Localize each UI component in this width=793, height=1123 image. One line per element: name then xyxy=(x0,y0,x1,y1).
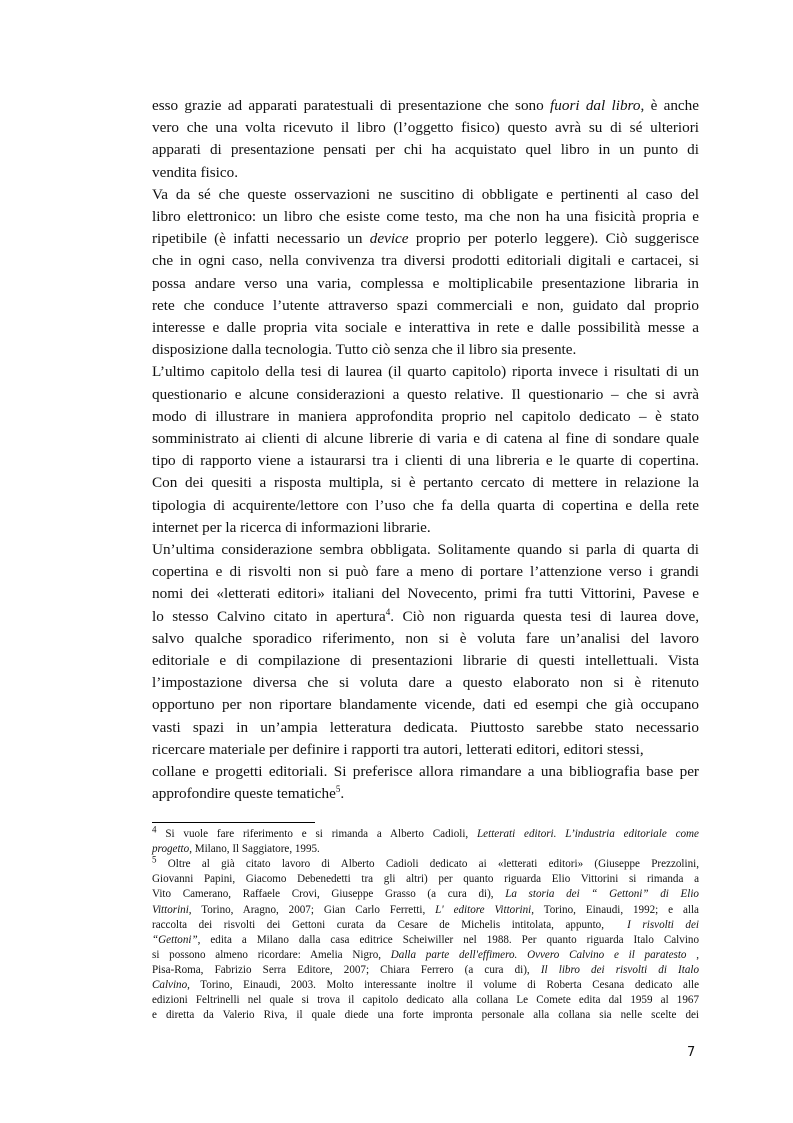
footnote-line: Giovanni Papini, Giacomo Debenedetti tra gli altri) per quanto riguarda Elio Vittorini si rimanda a xyxy=(152,873,699,886)
body-line: somministrato ai clienti di alcune librerie di varia e di catena al fine di sondare quale xyxy=(152,430,699,447)
body-line: possa andare verso una varia, complessa e moltiplicabile presentazione libraria in xyxy=(152,274,699,292)
footnote-line: progetto, Milano, Il Saggiatore, 1995. xyxy=(152,843,320,856)
body-line: nomi dei «letterati editori» italiani del Novecento, primi fra tutti Vittorini, Pavese e xyxy=(152,585,699,603)
body-line: Un’ultima considerazione sembra obbligata. Solitamente quando si parla di quarta di xyxy=(152,541,699,558)
body-line: Con dei quesiti a risposta multipla, si è pertanto cercato di mettere in relazione la xyxy=(152,474,699,492)
footnote-line: Calvino, Torino, Einaudi, 2003. Molto interessante inoltre il volume di Roberta Cesana dedicato alle xyxy=(152,979,699,991)
footnote-separator xyxy=(152,822,315,823)
body-line: opportuno per non riportare blandamente vicende, dati ed esempi che già occupano xyxy=(152,696,699,714)
body-line: esso grazie ad apparati paratestuali di presentazione che sono fuori dal libro, è anche xyxy=(152,97,699,114)
footnote-line: $^5$ Oltre al già citato lavoro di Alberto Cadioli dedicato ai «letterati editori» (Giuseppe Prezzolini, xyxy=(152,854,699,871)
footnote-line: edizioni Feltrinelli nel quale si trova il capitolo dedicato alla collana Le Comete edita dal 1959 al 1967 xyxy=(152,994,699,1007)
body-line: vero che una volta ricevuto il libro (l’oggetto fisico) questo avrà su di sé ulteriori xyxy=(152,119,699,137)
body-line: salvo qualche sporadico riferimento, non si è voluta fare un’analisi del lavoro xyxy=(152,629,699,647)
body-line: ripetibile (è infatti necessario un device proprio per poterlo leggere). Ciò suggerisce xyxy=(152,230,699,248)
footnote-line: “Gettoni”, edita a Milano dalla casa editrice Scheiwiller nel 1988. Per quanto riguarda Italo Calvino xyxy=(152,933,699,946)
body-line: copertina e di risvolti non si può fare a meno di portare l’attenzione verso i grandi xyxy=(152,563,699,581)
footnote-line: e diretta da Valerio Riva, il quale diede una forte impronta personale alla collana sia nelle scelte dei xyxy=(152,1009,699,1022)
body-line: apparati di presentazione pensati per chi ha acquistato quel libro in un punto di xyxy=(152,141,699,159)
body-line: modo di illustrare in maniera approfondita proprio nel capitolo dedicato – è stato xyxy=(152,407,699,425)
body-line: collane e progetti editoriali. Si preferisce allora rimandare a una bibliografia base per xyxy=(152,763,699,780)
footnote-line: Pisa-Roma, Fabrizio Serra Editore, 2007; Chiara Ferrero (a cura di), Il libro dei risvolti di Italo xyxy=(152,963,699,976)
body-line: questionario e alcune considerazioni a questo relative. Il questionario – che si avrà xyxy=(152,385,699,403)
footnote-line: $^4$ Si vuole fare riferimento e si rimanda a Alberto Cadioli, Letterati editori. L’industria editoriale come xyxy=(152,824,699,840)
body-line: disposizione dalla tecnologia. Tutto ciò senza che il libro sia presente. xyxy=(152,341,577,359)
footnote-line: Vittorini, Torino, Aragno, 2007; Gian Carlo Ferretti, L' editore Vittorini, Torino, Einaudi, 1992; e alla xyxy=(152,903,699,916)
body-line: internet per la ricerca di informazioni librarie. xyxy=(152,518,431,536)
body-line: libro elettronico: un libro che esiste come testo, ma che non ha una fisicità propria e xyxy=(152,208,699,225)
body-line: ricercare materiale per definire i rapporti tra autori, letterati editori, editori stessi, xyxy=(152,740,644,758)
body-line: L’ultimo capitolo della tesi di laurea (il quarto capitolo) riporta invece i risultati di un xyxy=(152,363,699,381)
body-line: lo stesso Calvino citato in apertura$^4$. Ciò non riguarda questa tesi di laurea dove, xyxy=(152,606,699,625)
body-line: Va da sé che queste osservazioni ne suscitino di obbligate e pertinenti al caso del xyxy=(152,185,699,203)
body-line: vendita fisico. xyxy=(152,163,239,181)
body-line: approfondire queste tematiche$^5$. xyxy=(152,784,345,803)
footnote-line: si possono almeno ricordare: Amelia Nigro, Dalla parte dell'effimero. Ovvero Calvino e il paratesto , xyxy=(152,948,699,961)
body-line: tipologia di acquirente/lettore con l’uso che fa della quarta di copertina e della rete xyxy=(152,496,699,514)
body-line: editoriale e di compilazione di presentazioni librarie di questi intellettuali. Vista xyxy=(152,652,699,669)
body-line: che in ogni caso, nella convivenza tra diversi prodotti editoriali digitali e cartacei, si xyxy=(152,252,699,270)
body-line: interesse e dalle propria vita sociale e interattiva in rete e dalle possibilità messe a xyxy=(152,319,699,336)
body-line: vasti spazi in un’ampia letteratura dedicata. Piuttosto sarebbe stato necessario xyxy=(152,718,699,736)
body-line: tipo di rapporto viene a istaurarsi tra i clienti di una libreria e le quarte di copertina. xyxy=(152,452,699,470)
body-line: rete che conduce l’utente attraverso spazi commerciali e non, guidato dal proprio xyxy=(152,296,699,314)
footnote-line: raccolta dei risvolti dei Gettoni curata da Cesare de Michelis intitolata, appunto, I risvolti dei xyxy=(152,918,699,931)
body-line: l’impostazione diversa che si voluta dare a questo elaborato non si è ritenuto xyxy=(152,674,699,692)
page-number: 7 xyxy=(687,1045,696,1060)
footnote-line: Vito Camerano, Raffaele Crovi, Giuseppe Grasso (a cura di), La storia dei “ Gettoni” di Elio xyxy=(152,888,699,901)
